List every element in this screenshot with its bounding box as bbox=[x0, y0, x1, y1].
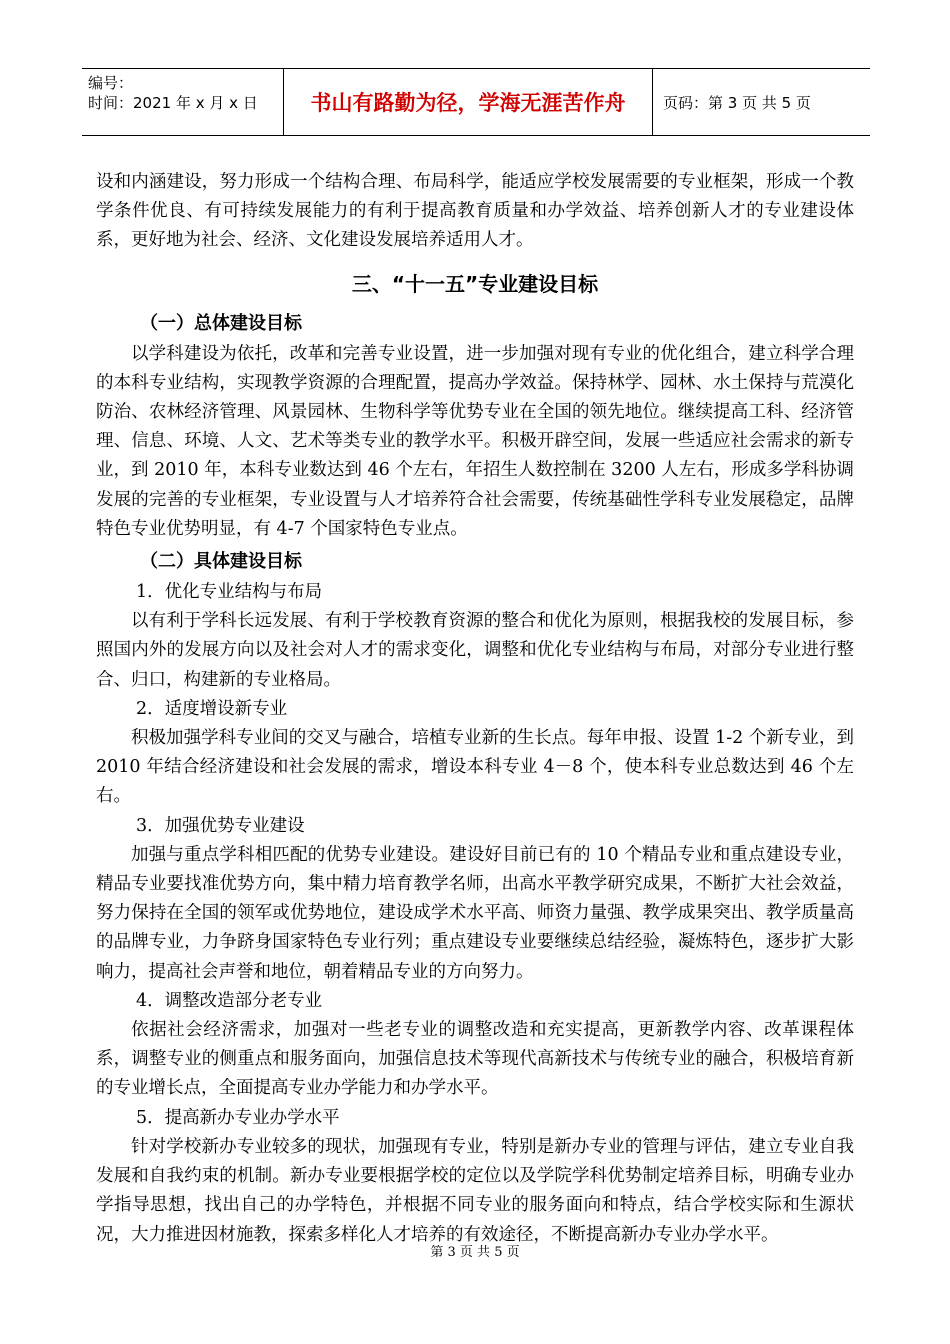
section-title: 三、“十一五”专业建设目标 bbox=[351, 271, 599, 296]
item-paragraph: 针对学校新办专业较多的现状，加强现有专业，特别是新办专业的管理与评估，建立专业自我发展和自我约束的机制。新办专业要根据学校的定位以及学院学科优势制定培养目标，明确专业办学指导思想，找出自己的办学特色，并根据不同专业的服务面向和特点，结合学校实际和生源状况，大力推进因材施教，探索多样化人才培养的有效途径，不断提高新办专业办学水平。 bbox=[96, 1136, 854, 1245]
header-motto: 书山有路勤为径，学海无涯苦作舟 bbox=[284, 69, 653, 135]
header-page-number: 页码：第 3 页 共 5 页 bbox=[663, 93, 811, 112]
page-header bbox=[82, 68, 870, 136]
subsection-title-overall: （一）总体建设目标 bbox=[140, 312, 302, 334]
item-title: 1．优化专业结构与布局 bbox=[136, 582, 323, 603]
intro-paragraph: 设和内涵建设，努力形成一个结构合理、布局科学，能适应学校发展需要的专业框架，形成一个教学条件优良、有可持续发展能力的有利于提高教育质量和办学效益、培养创新人才的专业建设体系，更好地为社会、经济、文化建设发展培养适用人才。 bbox=[96, 172, 854, 251]
item-title: 5．提高新办专业办学水平 bbox=[136, 1107, 340, 1128]
item-title: 4．调整改造部分老专业 bbox=[136, 990, 323, 1011]
header-number: 编号： bbox=[88, 74, 134, 92]
subsection-title-specific: （二）具体建设目标 bbox=[140, 551, 302, 573]
item-paragraph: 依据社会经济需求，加强对一些老专业的调整改造和充实提高，更新教学内容、改革课程体系，调整专业的侧重点和服务面向，加强信息技术等现代高新技术与传统专业的融合，积极培育新的专业增长点，全面提高专业办学能力和办学水平。 bbox=[96, 1020, 854, 1099]
header-meta bbox=[82, 69, 284, 135]
overall-goal-paragraph: 以学科建设为依托，改革和完善专业设置，进一步加强对现有专业的优化组合，建立科学合理的本科专业结构，实现教学资源的合理配置，提高办学效益。保持林学、园林、水土保持与荒漠化防治、农林经济管理、风景园林、生物科学等优势专业在全国的领先地位。继续提高工科、经济管理、信息、环境、人文、艺术等类专业的教学水平。积极开辟空间，发展一些适应社会需求的新专业，到 2010 年，本科专业数达到 46 个左右，年招生人数控制在 3200 人左右，形成多学科协调发展的完善的专业框架，专业设置与人才培养符合社会需要，传统基础性学科专业发展稳定，品牌特色专业优势明显，有 4-7 个国家特色专业点。 bbox=[96, 343, 854, 539]
document-body bbox=[96, 168, 854, 1250]
item-paragraph: 以有利于学科长远发展、有利于学校教育资源的整合和优化为原则，根据我校的发展目标，参照国内外的发展方向以及社会对人才的需求变化，调整和优化专业结构与布局，对部分专业进行整合、归口，构建新的专业格局。 bbox=[96, 611, 854, 690]
item-paragraph: 加强与重点学科相匹配的优势专业建设。建设好目前已有的 10 个精品专业和重点建设专业，精品专业要找准优势方向，集中精力培育教学名师，出高水平教学研究成果，不断扩大社会效益，努力保持在全国的领军或优势地位，建设成学术水平高、师资力量强、教学成果突出、教学质量高的品牌专业，力争跻身国家特色专业行列；重点建设专业要继续总结经验，凝炼特色，逐步扩大影响力，提高社会声誉和地位，朝着精品专业的方向努力。 bbox=[96, 844, 854, 982]
page-footer: 第 3 页 共 5 页 bbox=[430, 1245, 520, 1260]
item-title: 2．适度增设新专业 bbox=[136, 698, 288, 719]
item-paragraph: 积极加强学科专业间的交叉与融合，培植专业新的生长点。每年申报、设置 1-2 个新专业，到 2010 年结合经济建设和社会发展的需求，增设本科专业 4－8 个，使本科专业总数达到 46 个左右。 bbox=[96, 728, 854, 807]
item-title: 3．加强优势专业建设 bbox=[136, 815, 305, 836]
header-time: 时间：2021 年 x 月 x 日 bbox=[88, 94, 258, 112]
